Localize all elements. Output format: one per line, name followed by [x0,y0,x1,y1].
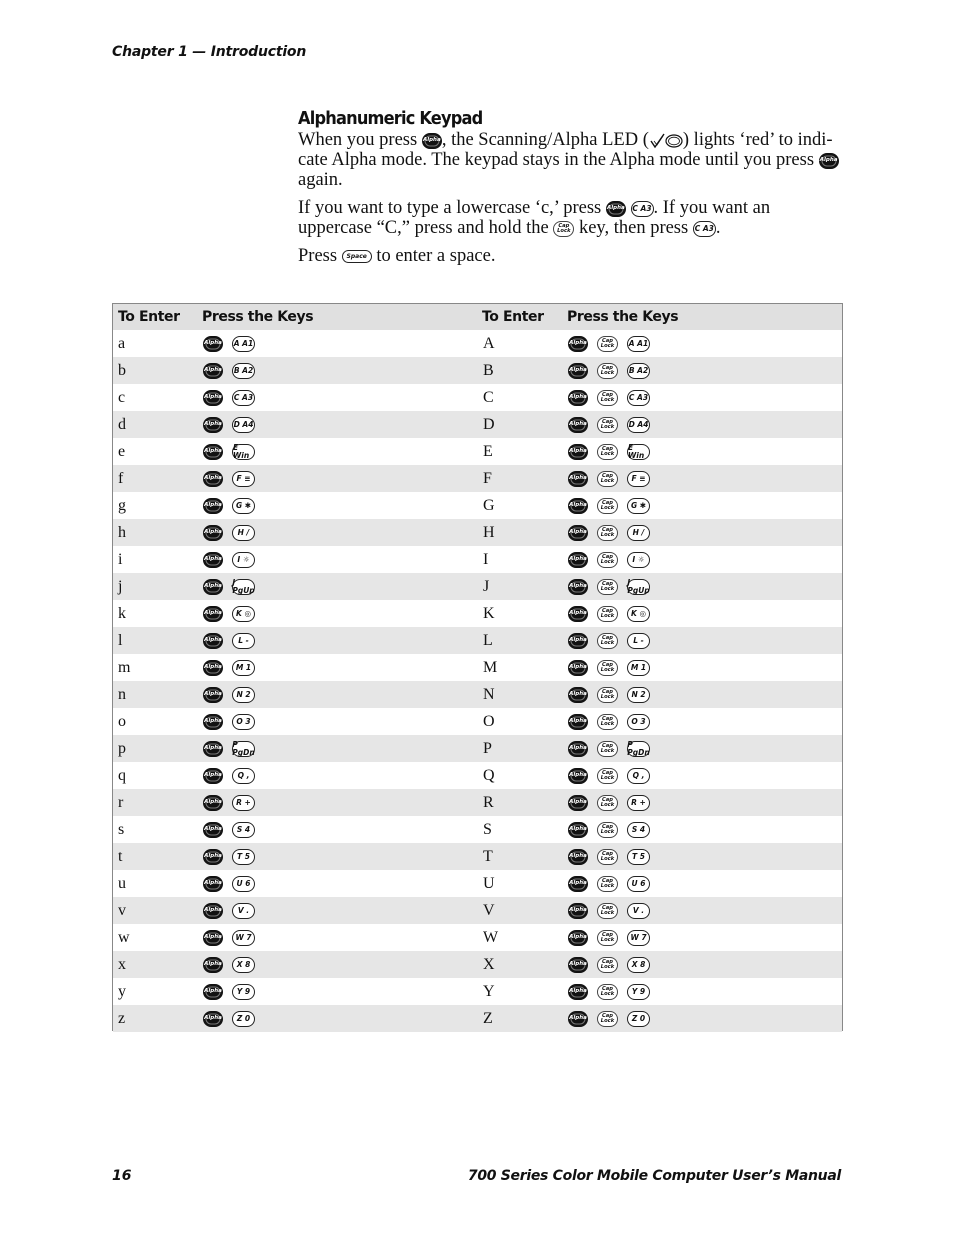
uppercase-key-sequence [568,1005,650,1032]
uppercase-char: S [483,820,492,838]
uppercase-key-sequence [568,546,650,573]
letter-key-icon: V . [627,903,650,919]
alpha-key-icon: Alpha [203,390,223,406]
lowercase-char: s [118,820,125,838]
letter-key-icon: S 4 [627,822,650,838]
cap-lock-key-icon: Cap Lock [597,579,618,595]
table-row [113,573,842,600]
table-row [113,654,842,681]
alpha-key-icon: Alpha [568,660,588,676]
letter-key-icon: Q , [232,768,255,784]
cap-lock-key-icon: Cap Lock [597,552,618,568]
uppercase-char: W [483,928,499,946]
alpha-key-icon: Alpha [568,984,588,1000]
alpha-key-icon: Alpha [568,417,588,433]
uppercase-key-sequence [568,735,650,762]
uppercase-key-sequence [568,330,650,357]
letter-key-icon: G ✱ [232,498,255,514]
cap-lock-key-icon: Cap Lock [597,1011,618,1027]
uppercase-key-sequence [568,573,650,600]
uppercase-char: B [483,361,494,379]
cap-lock-key-icon: Cap Lock [597,417,618,433]
uppercase-key-sequence [568,816,650,843]
letter-key-icon: C A3 [232,390,255,406]
table-row [113,492,842,519]
lowercase-key-sequence [203,789,255,816]
p2-text-2: . If you want an uppercase “C,” press and hold the [298,198,771,238]
alpha-key-icon: Alpha [568,444,588,460]
lowercase-key-sequence [203,1005,255,1032]
uppercase-char: A [483,334,495,352]
chapter-header: Chapter 1 — Introduction [112,44,307,60]
header-to-enter: To Enter [118,309,180,325]
table-row [113,708,842,735]
alpha-key-icon: Alpha [568,930,588,946]
alpha-key-icon: Alpha [568,471,588,487]
letter-key-icon: I ☼ [627,552,650,568]
cap-lock-key-icon: Cap Lock [597,849,618,865]
letter-key-icon: O 3 [232,714,255,730]
lowercase-char: k [118,604,126,622]
alpha-key-icon: Alpha [568,714,588,730]
uppercase-key-sequence [568,384,650,411]
letter-key-icon: E Win [627,444,650,460]
alpha-key-icon: Alpha [203,984,223,1000]
lowercase-char: l [118,631,123,649]
table-row [113,843,842,870]
uppercase-key-sequence [568,411,650,438]
lowercase-key-sequence [203,654,255,681]
alpha-key-icon: Alpha [203,714,223,730]
cap-lock-key-icon: Cap Lock [597,660,618,676]
lowercase-key-sequence [203,546,255,573]
letter-key-icon: J PgUp [627,578,650,595]
alpha-key-icon: Alpha [203,444,223,460]
page-number: 16 [112,1168,132,1184]
uppercase-char: C [483,388,494,406]
alpha-key-icon: Alpha [568,606,588,622]
letter-key-icon: L - [627,633,650,649]
alpha-key-icon: Alpha [203,498,223,514]
letter-key-icon: N 2 [232,687,255,703]
table-row [113,951,842,978]
letter-key-icon: Z 0 [627,1011,650,1027]
lowercase-char: v [118,901,126,919]
p2-text-1: If you want to type a lowercase ‘c,’ press [298,198,602,218]
uppercase-char: Y [483,982,495,1000]
table-row [113,789,842,816]
paragraph-space [298,246,846,266]
cap-lock-key-icon: Cap Lock [597,633,618,649]
uppercase-char: H [483,523,495,541]
lowercase-key-sequence [203,816,255,843]
lowercase-key-sequence [203,465,255,492]
letter-key-icon: F ≡ [627,471,650,487]
uppercase-char: F [483,469,492,487]
alpha-key-icon: Alpha [203,957,223,973]
lowercase-char: y [118,982,126,1000]
table-row [113,681,842,708]
lowercase-char: z [118,1009,126,1027]
letter-key-icon: Y 9 [232,984,255,1000]
alpha-key-icon: Alpha [203,417,223,433]
table-row [113,519,842,546]
lowercase-key-sequence [203,573,255,600]
cap-lock-key-icon: Cap Lock [597,930,618,946]
alpha-key-icon: Alpha [203,471,223,487]
lowercase-char: m [118,658,131,676]
alpha-key-icon: Alpha [568,579,588,595]
uppercase-char: E [483,442,493,460]
letter-key-icon: F ≡ [232,471,255,487]
alpha-key-icon: Alpha [203,903,223,919]
alpha-key-icon: Alpha [203,768,223,784]
table-row [113,1005,842,1032]
letter-key-icon: X 8 [627,957,650,973]
table-row [113,816,842,843]
uppercase-key-sequence [568,708,650,735]
lowercase-key-sequence [203,519,255,546]
lowercase-key-sequence [203,843,255,870]
cap-lock-key-icon: Cap Lock [597,471,618,487]
cap-lock-key-icon: Cap Lock [597,336,618,352]
alpha-key-icon: Alpha [568,768,588,784]
cap-lock-key-icon: Cap Lock [597,606,618,622]
table-row [113,735,842,762]
paragraph-alpha-mode [298,130,846,190]
letter-key-icon: P PgDn [232,740,255,757]
alpha-key-icon: Alpha [203,336,223,352]
lowercase-key-sequence [203,897,255,924]
letter-key-icon: M 1 [627,660,650,676]
letter-key-icon: Q , [627,768,650,784]
alpha-key-icon: Alpha [203,1011,223,1027]
uppercase-char: K [483,604,495,622]
letter-key-icon: C A3 [627,390,650,406]
lowercase-char: r [118,793,124,811]
letter-key-icon: R + [627,795,650,811]
alpha-key-icon: Alpha [203,687,223,703]
letter-key-icon: W 7 [627,930,650,946]
uppercase-char: X [483,955,495,973]
cap-lock-key-icon: Cap Lock [597,714,618,730]
letter-key-icon: J PgUp [232,578,255,595]
uppercase-char: Q [483,766,495,784]
alpha-key-icon: Alpha [203,795,223,811]
uppercase-key-sequence [568,924,650,951]
lowercase-key-sequence [203,924,255,951]
letter-key-icon: M 1 [232,660,255,676]
uppercase-char: T [483,847,493,865]
letter-key-icon: G ✱ [627,498,650,514]
cap-lock-key-icon: Cap Lock [597,984,618,1000]
alpha-key-icon: Alpha [203,849,223,865]
letter-key-icon: N 2 [627,687,650,703]
letter-key-icon: H / [232,525,255,541]
alpha-key-icon: Alpha [203,552,223,568]
space-key-icon: Space [342,250,372,263]
alpha-key-icon: Alpha [568,336,588,352]
section-title: Alphanumeric Keypad [298,108,483,129]
cap-lock-key-icon: Cap Lock [597,687,618,703]
p1-text-2: , the Scanning/Alpha LED ( [441,130,649,150]
uppercase-key-sequence [568,789,650,816]
lowercase-char: h [118,523,126,541]
letter-key-icon: L - [232,633,255,649]
lowercase-key-sequence [203,870,255,897]
letter-key-icon: V . [232,903,255,919]
alpha-key-icon: Alpha [568,525,588,541]
lowercase-char: q [118,766,126,784]
lowercase-char: w [118,928,130,946]
alpha-key-icon: Alpha [203,579,223,595]
uppercase-char: V [483,901,495,919]
alpha-key-icon: Alpha [568,390,588,406]
p3-text-1: Press [298,246,338,266]
letter-key-icon: A A1 [627,336,650,352]
cap-lock-key-icon: Cap Lock [597,390,618,406]
letter-key-icon: E Win [232,444,255,460]
letter-key-icon: T 5 [232,849,255,865]
alpha-key-icon: Alpha [203,363,223,379]
uppercase-char: J [483,577,490,595]
letter-key-icon: Z 0 [232,1011,255,1027]
uppercase-key-sequence [568,951,650,978]
letter-key-icon: P PgDn [627,740,650,757]
letter-key-icon: K ◎ [627,606,650,622]
lowercase-key-sequence [203,708,255,735]
scan-alpha-led-icon [649,132,683,150]
c-key-icon: C A3 [693,221,716,237]
uppercase-char: M [483,658,498,676]
alphanumeric-keypad-section [298,108,846,274]
table-row [113,924,842,951]
table-row [113,384,842,411]
alpha-key-icon: Alpha [819,153,839,169]
lowercase-key-sequence [203,357,255,384]
lowercase-char: u [118,874,126,892]
lowercase-char: j [118,577,123,595]
table-row [113,627,842,654]
alpha-key-icon: Alpha [203,606,223,622]
header-press-keys: Press the Keys [202,309,314,325]
uppercase-key-sequence [568,762,650,789]
uppercase-char: O [483,712,495,730]
uppercase-key-sequence [568,897,650,924]
table-row [113,762,842,789]
lowercase-key-sequence [203,951,255,978]
cap-lock-key-icon: Cap Lock [597,768,618,784]
header-press-keys: Press the Keys [567,309,679,325]
alpha-key-icon: Alpha [568,957,588,973]
lowercase-key-sequence [203,411,255,438]
uppercase-char: Z [483,1009,493,1027]
lowercase-char: g [118,496,126,514]
uppercase-char: R [483,793,494,811]
letter-key-icon: S 4 [232,822,255,838]
table-row [113,546,842,573]
lowercase-key-sequence [203,492,255,519]
cap-lock-key-icon: Cap Lock [597,741,618,757]
alpha-key-icon: Alpha [568,552,588,568]
alpha-key-icon: Alpha [203,930,223,946]
cap-lock-key-icon: Cap Lock [597,876,618,892]
alpha-key-icon: Alpha [568,741,588,757]
lowercase-char: x [118,955,126,973]
uppercase-char: I [483,550,489,568]
table-row [113,438,842,465]
letter-key-icon: O 3 [627,714,650,730]
cap-lock-key-icon: Cap Lock [553,221,574,237]
lowercase-char: e [118,442,126,460]
cap-lock-key-icon: Cap Lock [597,795,618,811]
letter-key-icon: I ☼ [232,552,255,568]
lowercase-key-sequence [203,330,255,357]
letter-key-icon: W 7 [232,930,255,946]
letter-key-icon: D A4 [232,417,255,433]
alpha-key-icon: Alpha [568,849,588,865]
table-header-row [113,304,842,330]
uppercase-key-sequence [568,870,650,897]
uppercase-key-sequence [568,681,650,708]
lowercase-char: c [118,388,126,406]
uppercase-key-sequence [568,978,650,1005]
lowercase-char: b [118,361,126,379]
alpha-key-icon: Alpha [568,498,588,514]
uppercase-char: P [483,739,492,757]
alpha-key-icon: Alpha [203,876,223,892]
alpha-key-icon: Alpha [203,660,223,676]
letter-key-icon: K ◎ [232,606,255,622]
table-row [113,600,842,627]
lowercase-char: a [118,334,126,352]
c-key-icon: C A3 [631,201,654,217]
uppercase-key-sequence [568,492,650,519]
paragraph-case [298,198,846,238]
table-row [113,330,842,357]
p2-text-3: key, then press [578,218,689,238]
cap-lock-key-icon: Cap Lock [597,822,618,838]
lowercase-char: p [118,739,126,757]
alpha-key-icon: Alpha [568,903,588,919]
lowercase-key-sequence [203,978,255,1005]
lowercase-key-sequence [203,600,255,627]
letter-key-icon: R + [232,795,255,811]
p2-text-4: . [715,218,721,238]
lowercase-char: n [118,685,126,703]
p1-text-3: ) lights ‘red’ to indi-cate Alpha mode. The keypad stays in the Alpha mode until you press [298,130,833,170]
lowercase-char: t [118,847,123,865]
p1-text-4: again. [298,170,343,190]
letter-key-icon: D A4 [627,417,650,433]
lowercase-char: o [118,712,126,730]
letter-key-icon: T 5 [627,849,650,865]
uppercase-char: U [483,874,495,892]
alpha-key-icon: Alpha [606,201,626,217]
cap-lock-key-icon: Cap Lock [597,444,618,460]
alpha-key-icon: Alpha [568,795,588,811]
alpha-key-icon: Alpha [422,133,442,149]
uppercase-key-sequence [568,654,650,681]
uppercase-char: N [483,685,495,703]
lowercase-key-sequence [203,762,255,789]
cap-lock-key-icon: Cap Lock [597,363,618,379]
uppercase-key-sequence [568,519,650,546]
cap-lock-key-icon: Cap Lock [597,498,618,514]
lowercase-char: d [118,415,126,433]
uppercase-char: G [483,496,495,514]
lowercase-key-sequence [203,681,255,708]
keypad-table [112,303,843,1031]
letter-key-icon: H / [627,525,650,541]
table-row [113,465,842,492]
alpha-key-icon: Alpha [568,363,588,379]
alpha-key-icon: Alpha [568,822,588,838]
table-row [113,870,842,897]
uppercase-key-sequence [568,465,650,492]
table-row [113,897,842,924]
letter-key-icon: B A2 [627,363,650,379]
cap-lock-key-icon: Cap Lock [597,957,618,973]
letter-key-icon: U 6 [627,876,650,892]
uppercase-key-sequence [568,843,650,870]
alpha-key-icon: Alpha [568,687,588,703]
letter-key-icon: U 6 [232,876,255,892]
cap-lock-key-icon: Cap Lock [597,903,618,919]
uppercase-char: L [483,631,493,649]
alpha-key-icon: Alpha [203,822,223,838]
alpha-key-icon: Alpha [568,633,588,649]
uppercase-char: D [483,415,495,433]
letter-key-icon: A A1 [232,336,255,352]
uppercase-key-sequence [568,627,650,654]
uppercase-key-sequence [568,357,650,384]
table-row [113,357,842,384]
alpha-key-icon: Alpha [203,741,223,757]
p1-text-1: When you press [298,130,418,150]
uppercase-key-sequence [568,600,650,627]
header-to-enter: To Enter [482,309,544,325]
lowercase-key-sequence [203,384,255,411]
alpha-key-icon: Alpha [568,1011,588,1027]
cap-lock-key-icon: Cap Lock [597,525,618,541]
letter-key-icon: B A2 [232,363,255,379]
p3-text-2: to enter a space. [376,246,496,266]
alpha-key-icon: Alpha [203,633,223,649]
table-row [113,978,842,1005]
letter-key-icon: Y 9 [627,984,650,1000]
lowercase-key-sequence [203,627,255,654]
alpha-key-icon: Alpha [568,876,588,892]
manual-title: 700 Series Color Mobile Computer User’s Manual [467,1168,841,1184]
lowercase-char: i [118,550,123,568]
alpha-key-icon: Alpha [203,525,223,541]
lowercase-key-sequence [203,438,255,465]
lowercase-key-sequence [203,735,255,762]
table-row [113,411,842,438]
letter-key-icon: X 8 [232,957,255,973]
uppercase-key-sequence [568,438,650,465]
lowercase-char: f [118,469,124,487]
